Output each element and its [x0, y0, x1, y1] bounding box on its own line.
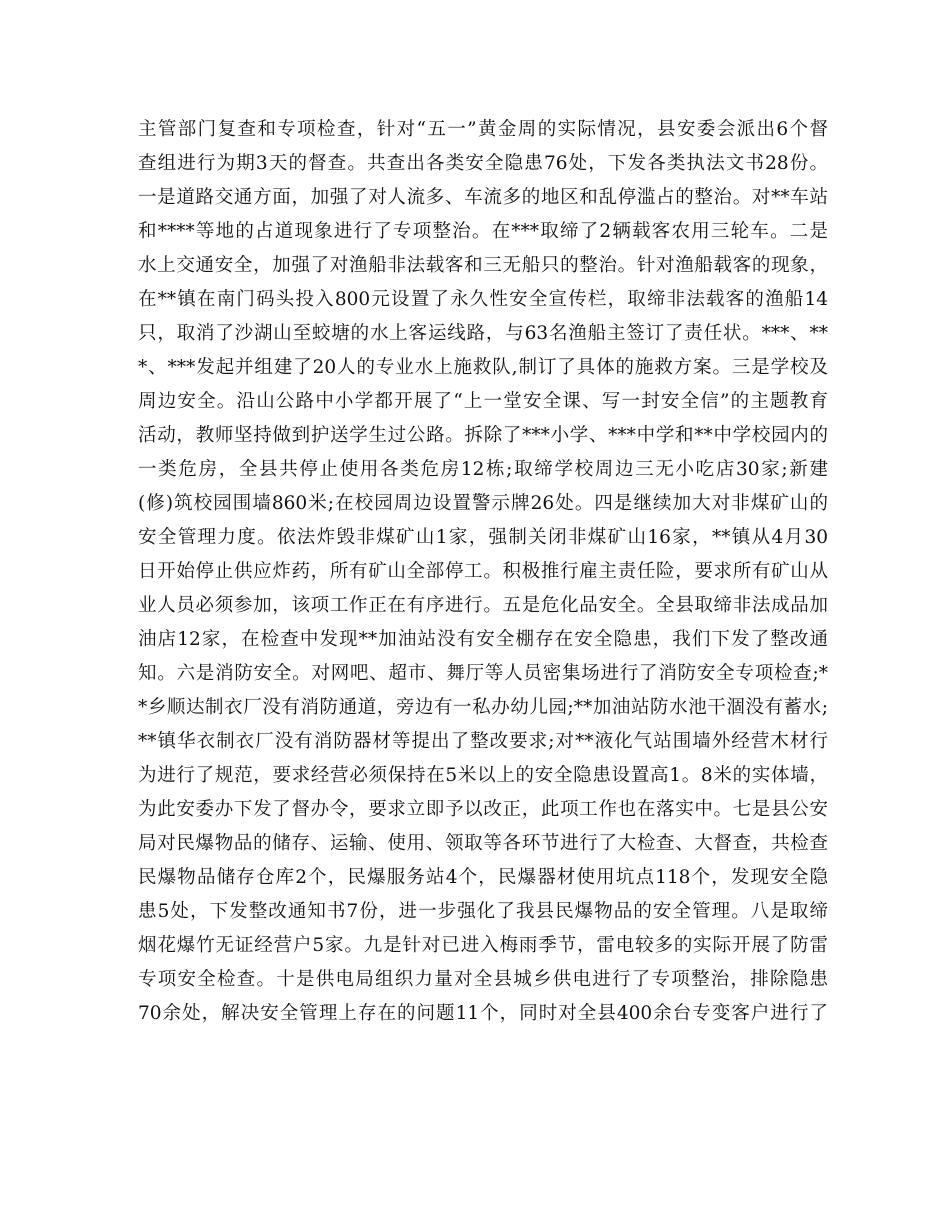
text-line: 为此安委办下发了督办令，要求立即予以改正，此项工作也在落实中。七是县公安 — [138, 799, 828, 820]
text-line: 日开始停止供应炸药，所有矿山全部停工。积极推行雇主责任险，要求所有矿山从 — [138, 561, 828, 582]
text-line: 知。六是消防安全。对网吧、超市、舞厅等人员密集场进行了消防安全专项检查;* — [138, 663, 828, 684]
text-line: 局对民爆物品的储存、运输、使用、领取等各环节进行了大检查、大督查，共检查 — [138, 833, 828, 854]
text-line: 在**镇在南门码头投入800元设置了永久性安全宣传栏，取缔非法载客的渔船14 — [138, 289, 828, 310]
text-line: 一是道路交通方面，加强了对人流多、车流多的地区和乱停滥占的整治。对**车站 — [138, 187, 828, 208]
text-line: 主管部门复查和专项检查，针对“五一”黄金周的实际情况，县安委会派出6个督 — [138, 119, 828, 140]
text-line: 70余处，解决安全管理上存在的问题11个，同时对全县400余台专变客户进行了 — [138, 1003, 828, 1024]
text-line: 只，取消了沙湖山至蛟塘的水上客运线路，与63名渔船主签订了责任状。***、** — [138, 323, 828, 344]
text-line: 业人员必须参加，该项工作正在有序进行。五是危化品安全。全县取缔非法成品加 — [138, 595, 828, 616]
text-line: *、***发起并组建了20人的专业水上施救队,制订了具体的施救方案。三是学校及 — [138, 357, 828, 378]
text-line: 专项安全检查。十是供电局组织力量对全县城乡供电进行了专项整治，排除隐患 — [138, 969, 828, 990]
text-line: 油店12家，在检查中发现**加油站没有安全棚存在安全隐患，我们下发了整改通 — [138, 629, 828, 650]
text-line: *乡顺达制衣厂没有消防通道，旁边有一私办幼儿园;**加油站防水池干涸没有蓄水; — [138, 697, 828, 718]
text-line: **镇华衣制衣厂没有消防器材等提出了整改要求;对**液化气站围墙外经营木材行 — [138, 731, 828, 752]
text-line: 水上交通安全，加强了对渔船非法载客和三无船只的整治。针对渔船载客的现象， — [138, 255, 828, 276]
text-line: 安全管理力度。依法炸毁非煤矿山1家，强制关闭非煤矿山16家，**镇从4月30 — [138, 527, 828, 548]
text-line: 烟花爆竹无证经营户5家。九是针对已进入梅雨季节，雷电较多的实际开展了防雷 — [138, 935, 828, 956]
text-line: 活动，教师坚持做到护送学生过公路。拆除了***小学、***中学和**中学校园内的 — [138, 425, 828, 446]
text-line: 周边安全。沿山公路中小学都开展了“上一堂安全课、写一封安全信”的主题教育 — [138, 391, 828, 412]
text-line: 和****等地的占道现象进行了专项整治。在***取缔了2辆载客农用三轮车。二是 — [138, 221, 828, 242]
text-line: 一类危房，全县共停止使用各类危房12栋;取缔学校周边三无小吃店30家;新建 — [138, 459, 828, 480]
text-line: 为进行了规范，要求经营必须保持在5米以上的安全隐患设置高1。8米的实体墙， — [138, 765, 828, 786]
body-paragraph — [138, 113, 828, 1031]
text-line: 患5处，下发整改通知书7份，进一步强化了我县民爆物品的安全管理。八是取缔 — [138, 901, 828, 922]
text-line: (修)筑校园围墙860米;在校园周边设置警示牌26处。四是继续加大对非煤矿山的 — [138, 493, 828, 514]
text-line: 民爆物品储存仓库2个，民爆服务站4个，民爆器材使用坑点118个，发现安全隐 — [138, 867, 828, 888]
text-line: 查组进行为期3天的督查。共查出各类安全隐患76处，下发各类执法文书28份。 — [138, 153, 828, 174]
